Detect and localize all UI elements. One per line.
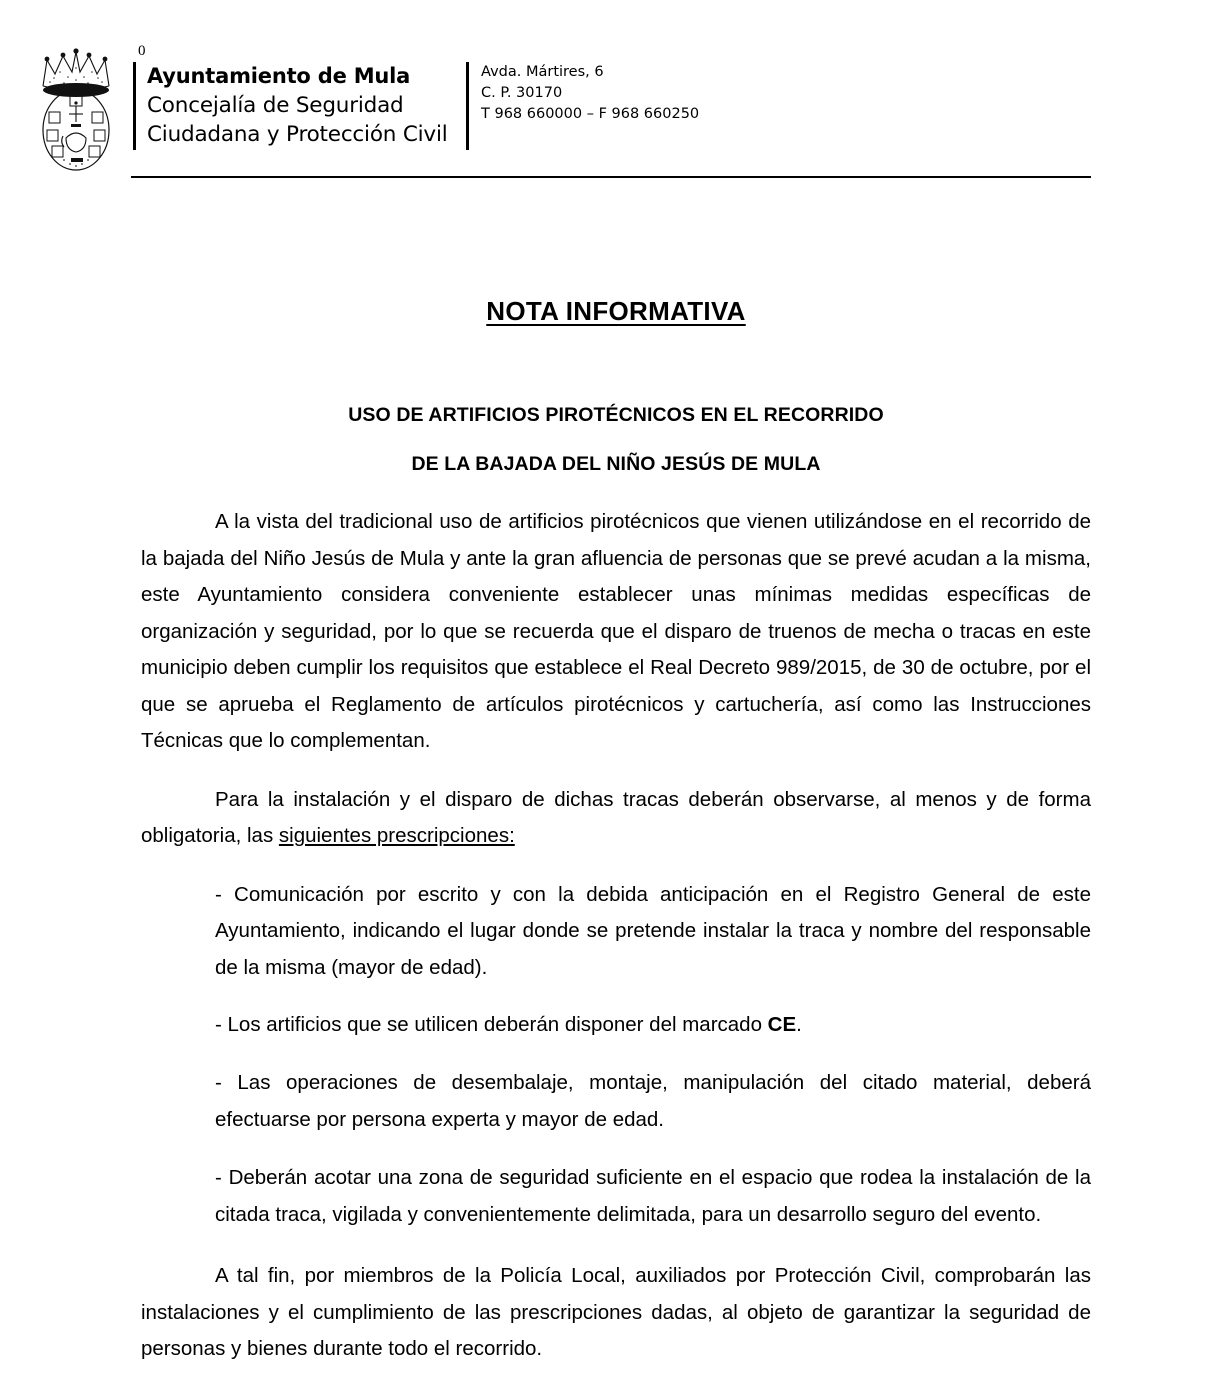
list-item: - Las operaciones de desembalaje, montaje, manipulación del citado material, deberá efectuarse por persona experta y mayor de edad.	[215, 1071, 1091, 1131]
address-postal-code: C. P. 30170	[481, 85, 563, 101]
organization-department-line2: Ciudadana y Protección Civil	[147, 122, 448, 147]
paragraph-closing: A tal fin, por miembros de la Policía Local, auxiliados por Protección Civil, comprobarán las instalaciones y el cumplimiento de las prescripciones dadas, al objeto de garantizar la seguridad de personas y bienes durante todo el recorrido.	[141, 1264, 1091, 1360]
subtitle-line-1: USO DE ARTIFICIOS PIROTÉCNICOS EN EL RECORRIDO	[348, 404, 884, 426]
organization-department-line1: Concejalía de Seguridad	[147, 93, 404, 118]
prescriptions-underlined-text: siguientes prescripciones:	[278, 824, 515, 847]
page-title: NOTA INFORMATIVA	[486, 296, 746, 326]
address-street: Avda. Mártires, 6	[481, 64, 604, 80]
page-marker: 0	[138, 43, 146, 59]
ce-mark-label: CE	[767, 1012, 797, 1036]
mula-coat-of-arms-icon	[30, 46, 122, 174]
prescriptions-list	[141, 877, 1091, 1234]
organization-name: Ayuntamiento de Mula	[147, 64, 411, 88]
list-item: - Deberán acotar una zona de seguridad suficiente en el espacio que rodea la instalación de la citada traca, vigilada y convenientemente delimitada, para un desarrollo seguro del evento.	[215, 1166, 1091, 1226]
document-body	[141, 0, 1091, 1388]
paragraph-prescriptions-lead	[141, 782, 1091, 855]
list-item-text-after: .	[796, 1012, 802, 1036]
list-item	[215, 1007, 1091, 1044]
subtitle-line-2: DE LA BAJADA DEL NIÑO JESÚS DE MULA	[411, 453, 821, 475]
list-item-text-before: - Los artificios que se utilicen deberán disponer del marcado	[215, 1012, 768, 1036]
prescriptions-lead-text: Para la instalación y el disparo de dichas tracas deberán observarse, al menos y de forma obligatoria, las	[141, 787, 1091, 847]
address-phone-fax: T 968 660000 – F 968 660250	[481, 106, 700, 122]
paragraph-intro: A la vista del tradicional uso de artificios pirotécnicos que vienen utilizándose en el recorrido de la bajada del Niño Jesús de Mula y ante la gran afluencia de personas que se prevé acudan a la misma, este Ayuntamiento considera conveniente establecer unas mínimas medidas específicas de organización y seguridad, por lo que se recuerda que el disparo de truenos de mecha o tracas en este municipio deben cumplir los requisitos que establece el Real Decreto 989/2015, de 30 de octubre, por el que se aprueba el Reglamento de artículos pirotécnicos y cartuchería, así como las Instrucciones Técnicas que lo complementan.	[141, 510, 1091, 752]
list-item: - Comunicación por escrito y con la debida anticipación en el Registro General de este Ayuntamiento, indicando el lugar donde se pretende instalar la traca y nombre del responsable de la misma (mayor de edad).	[215, 882, 1091, 979]
